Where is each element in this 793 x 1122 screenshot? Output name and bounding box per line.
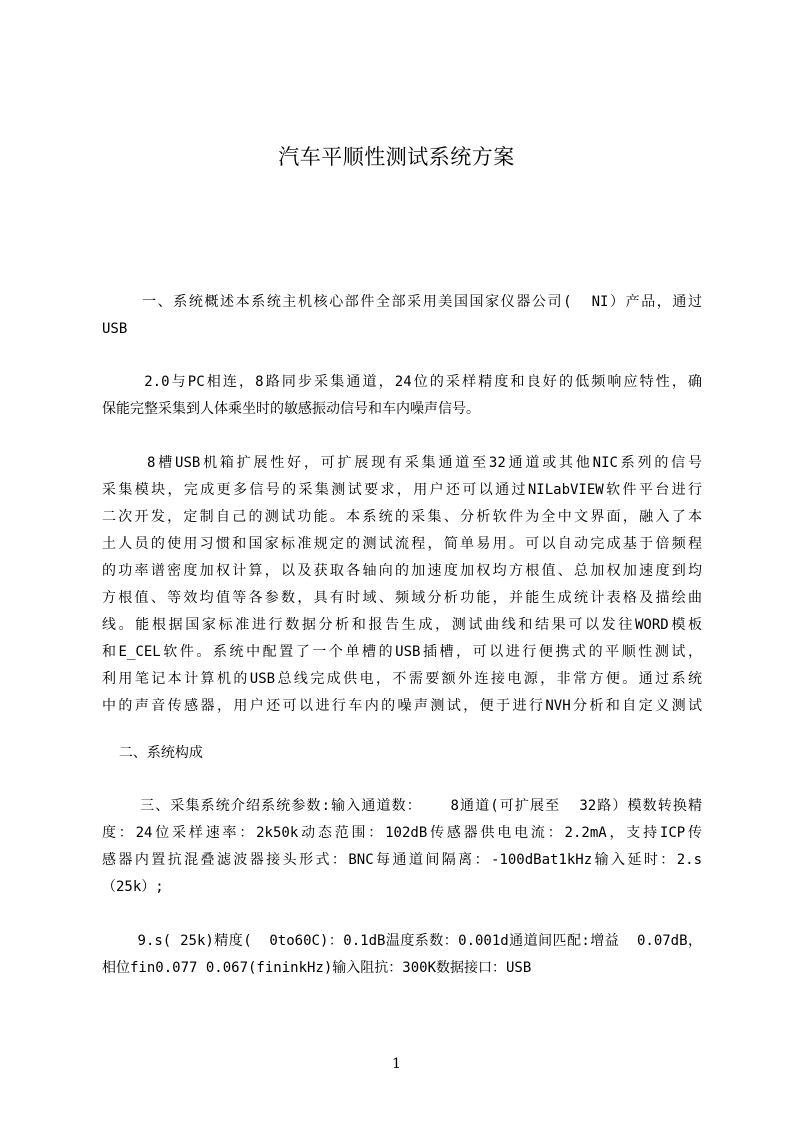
paragraph-line: 方根值、等效均值等各参数，具有时域、频域分析功能，并能生成统计表格及描绘曲 bbox=[102, 590, 702, 606]
paragraph-line: 中的声音传感器，用户还可以进行车内的噪声测试，便于进行NVH分析和自定义测试 bbox=[102, 698, 702, 714]
paragraph-line: 的功率谱密度加权计算，以及获取各轴向的加速度加权均方根值、总加权加速度到均 bbox=[102, 563, 702, 579]
page-number: 1 bbox=[392, 1056, 401, 1072]
section-heading-text: 二、系统构成 bbox=[102, 745, 203, 761]
paragraph-line: 保能完整采集到人体乘坐时的敏感振动信号和车内噪声信号。 bbox=[102, 401, 480, 417]
paragraph-line: 一、系统概述本系统主机核心部件全部采用美国国家仪器公司( NI）产品，通过 bbox=[102, 294, 702, 310]
paragraph-line: 和E_CEL软件。系统中配置了一个单槽的USB插槽，可以进行便携式的平顺性测试， bbox=[102, 644, 702, 660]
paragraph-line: 线。能根据国家标准进行数据分析和报告生成，测试曲线和结果可以发往WORD模板 bbox=[102, 617, 702, 633]
paragraph-line: （25k）; bbox=[102, 879, 164, 895]
paragraph-line: USB bbox=[102, 321, 128, 337]
paragraph-line: 感器内置抗混叠滤波器接头形式：BNC每通道间隔离：-100dBat1kHz输入延时：2.s bbox=[102, 852, 702, 868]
paragraph-line: 相位fin0.077 0.067(fininkHz)输入阻抗：300K数据接口：USB bbox=[102, 960, 532, 976]
paragraph-parameters bbox=[102, 793, 702, 901]
paragraph-line: 2.0与PC相连，8路同步采集通道，24位的采样精度和良好的低频响应特性，确 bbox=[102, 374, 702, 390]
section-heading-composition bbox=[102, 740, 702, 767]
paragraph-line: 8槽USB机箱扩展性好，可扩展现有采集通道至32通道或其他NIC系列的信号 bbox=[102, 455, 702, 471]
paragraph-line: 二次开发，定制自己的测试功能。本系统的采集、分析软件为全中文界面，融入了本 bbox=[102, 509, 702, 525]
paragraph-line: 三、采集系统介绍系统参数:输入通道数： 8通道(可扩展至 32路）模数转换精 bbox=[102, 798, 702, 814]
paragraph-precision bbox=[102, 928, 702, 982]
paragraph-overview bbox=[102, 289, 702, 343]
paragraph-usb-connection bbox=[102, 369, 702, 423]
paragraph-line: 度：24位采样速率：2k50k动态范围：102dB传感器供电电流：2.2mA，支持ICP传 bbox=[102, 825, 702, 841]
paragraph-line: 土人员的使用习惯和国家标准规定的测试流程，简单易用。可以自动完成基于倍频程 bbox=[102, 536, 702, 552]
document-title: 汽车平顺性测试系统方案 bbox=[278, 145, 515, 169]
paragraph-line: 利用笔记本计算机的USB总线完成供电，不需要额外连接电源，非常方便。通过系统 bbox=[102, 671, 702, 687]
paragraph-line: 9.s( 25k)精度( 0to60C)：0.1dB温度系数：0.001d通道间匹配:增益 0.07dB， bbox=[102, 933, 702, 949]
paragraph-line: 采集模块，完成更多信号的采集测试要求，用户还可以通过NILabVIEW软件平台进行 bbox=[102, 482, 702, 498]
paragraph-expansion bbox=[102, 450, 702, 720]
